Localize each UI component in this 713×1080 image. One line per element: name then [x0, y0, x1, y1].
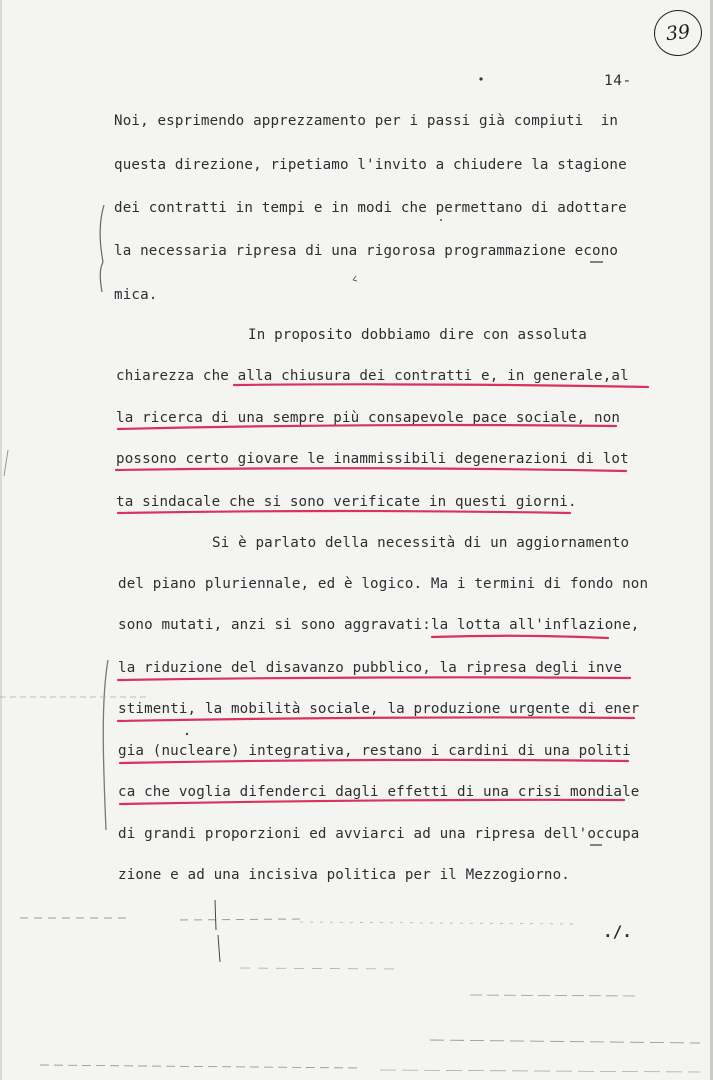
text-line: del piano pluriennale, ed è logico. Ma i termini di fondo non: [118, 576, 649, 592]
text-line: gia (nucleare) integrativa, restano i cardini di una politi: [118, 743, 631, 759]
text-line: mica.: [114, 287, 158, 303]
text-line: zione e ad una incisiva politica per il Mezzogiorno.: [118, 867, 570, 883]
text-line: dei contratti in tempi e in modi che permettano di adottare: [114, 200, 627, 216]
text-line: ca che voglia difenderci dagli effetti di una crisi mondiale: [118, 784, 640, 800]
text-line: ta sindacale che si sono verificate in questi giorni.: [116, 494, 577, 510]
closing-mark: ./.: [603, 922, 632, 941]
paragraph-indent-line: In proposito dobbiamo dire con assoluta: [248, 327, 587, 343]
paragraph-indent-line: Si è parlato della necessità di un aggiornamento: [212, 535, 630, 551]
page-number: 14-: [604, 73, 632, 89]
text-line: possono certo giovare le inammissibili degenerazioni di lot: [116, 451, 629, 467]
archive-stamp: 39: [652, 8, 705, 59]
text-line: la ricerca di una sempre più consapevole pace sociale, non: [116, 410, 621, 426]
text-line: di grandi proporzioni ed avviarci ad una ripresa dell'occupa: [118, 826, 640, 842]
text-line: chiarezza che alla chiusura dei contratti e, in generale,al: [116, 368, 629, 384]
text-line: Noi, esprimendo apprezzamento per i passi già compiuti in: [114, 113, 619, 129]
text-line: la riduzione del disavanzo pubblico, la ripresa degli inve: [118, 660, 623, 676]
text-line: stimenti, la mobilità sociale, la produzione urgente di ener: [118, 701, 640, 717]
text-line: sono mutati, anzi si sono aggravati:la lotta all'inflazione,: [118, 617, 640, 633]
text-line: questa direzione, ripetiamo l'invito a chiudere la stagione: [114, 157, 627, 173]
text-line: la necessaria ripresa di una rigorosa programmazione econo: [114, 243, 619, 259]
